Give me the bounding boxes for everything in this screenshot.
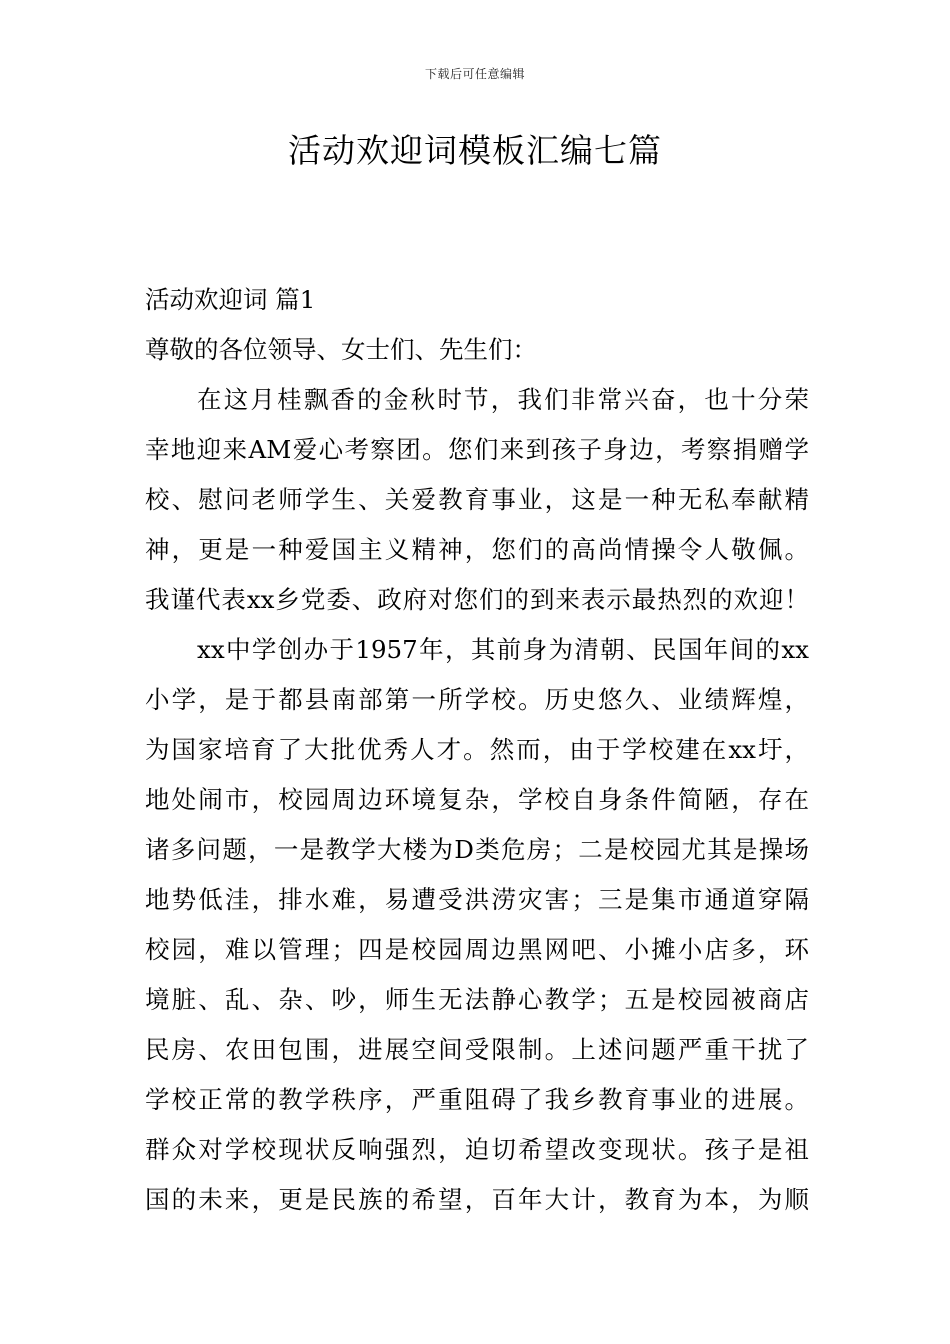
document-title: 活动欢迎词模板汇编七篇: [288, 131, 662, 170]
paragraph-2-line: 民房、农田包围，进展空间受限制。上述问题严重干扰了: [145, 1035, 809, 1064]
paragraph-1-line: 在这月桂飘香的金秋时节，我们非常兴奋，也十分荣: [197, 385, 809, 414]
paragraph-2-line: 小学，是于都县南部第一所学校。历史悠久、业绩辉煌，: [145, 685, 809, 714]
paragraph-2-line: 诸多问题，一是教学大楼为D类危房；二是校园尤其是操场: [145, 835, 809, 864]
document-body: [145, 275, 809, 1225]
paragraph-2-line: 校园，难以管理；四是校园周边黑网吧、小摊小店多，环: [145, 935, 809, 964]
section-heading: 活动欢迎词 篇1: [145, 285, 316, 314]
paragraph-2-line: 境脏、乱、杂、吵，师生无法静心教学；五是校园被商店: [145, 985, 809, 1014]
paragraph-1-line: 我谨代表xx乡党委、政府对您们的到来表示最热烈的欢迎！: [145, 585, 809, 614]
header-note: 下载后可任意编辑: [424, 67, 525, 81]
paragraph-2-line: 国的未来，更是民族的希望，百年大计，教育为本，为顺: [145, 1185, 809, 1214]
paragraph-1-line: 校、慰问老师学生、关爱教育事业，这是一种无私奉献精: [145, 485, 809, 514]
salutation: 尊敬的各位领导、女士们、先生们：: [145, 335, 537, 364]
paragraph-1-line: 幸地迎来AM爱心考察团。您们来到孩子身边，考察捐赠学: [145, 435, 809, 464]
paragraph-1-line: 神，更是一种爱国主义精神，您们的高尚情操令人敬佩。: [145, 535, 809, 564]
paragraph-2-line: 地处闹市，校园周边环境复杂，学校自身条件简陋，存在: [145, 785, 809, 814]
paragraph-2-line: 为国家培育了大批优秀人才。然而，由于学校建在xx圩，: [145, 735, 809, 764]
paragraph-2-line: 地势低洼，排水难，易遭受洪涝灾害；三是集市通道穿隔: [145, 885, 809, 914]
paragraph-2-line: 学校正常的教学秩序，严重阻碍了我乡教育事业的进展。: [145, 1085, 809, 1114]
paragraph-2-line: xx中学创办于1957年，其前身为清朝、民国年间的xx: [197, 635, 809, 664]
paragraph-2-line: 群众对学校现状反响强烈，迫切希望改变现状。孩子是祖: [145, 1135, 809, 1164]
